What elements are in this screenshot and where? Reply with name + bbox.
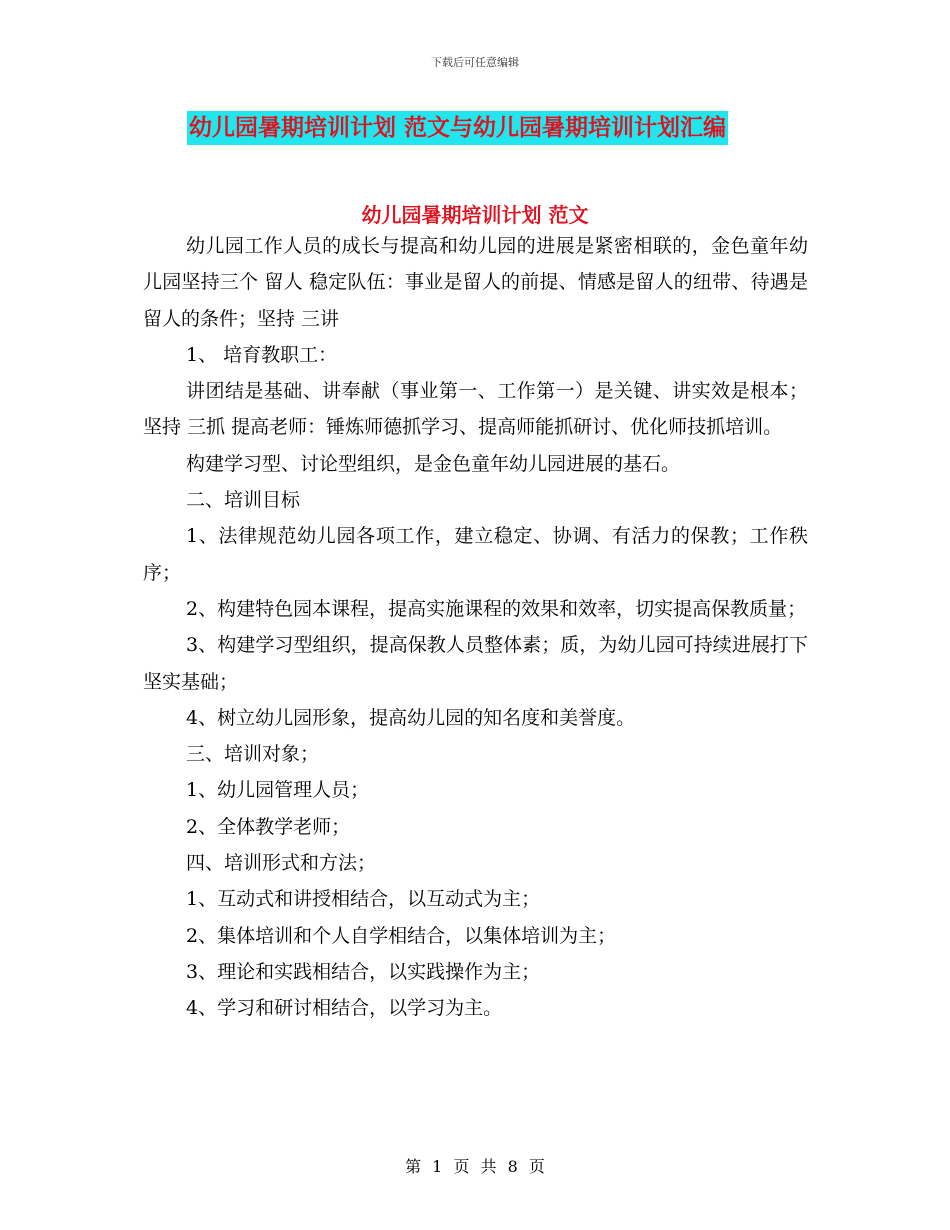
paragraph: 1、法律规范幼儿园各项工作，建立稳定、协调、有活力的保教；工作秩序； <box>143 525 808 584</box>
paragraph: 1、幼儿园管理人员； <box>186 779 370 802</box>
paragraph: 构建学习型、讨论型组织，是金色童年幼儿园进展的基石。 <box>186 452 681 475</box>
paragraph: 三、培训对象； <box>186 743 320 766</box>
document-body <box>143 228 808 1027</box>
paragraph: 3、理论和实践相结合，以实践操作为主； <box>186 960 541 983</box>
paragraph: 讲团结是基础、讲奉献（事业第一、工作第一）是关键、讲实效是根本；坚持 三抓 提高老师：锤炼师德抓学习、提高师能抓研讨、优化师技抓培训。 <box>143 380 808 439</box>
paragraph: 4、学习和研讨相结合，以学习为主。 <box>186 997 503 1020</box>
paragraph: 1、 培育教职工： <box>186 343 338 366</box>
paragraph: 1、互动式和讲授相结合，以互动式为主； <box>186 888 541 911</box>
paragraph: 四、培训形式和方法； <box>186 852 377 875</box>
header-note: 下载后可任意编辑 <box>431 56 519 69</box>
paragraph: 2、构建特色园本课程，提高实施课程的效果和效率，切实提高保教质量； <box>186 597 807 620</box>
page-number-footer: 第 1 页 共 8 页 <box>405 1157 545 1176</box>
main-title-highlight <box>187 111 728 145</box>
paragraph: 2、集体培训和个人自学相结合，以集体培训为主； <box>186 924 617 947</box>
main-title: 幼儿园暑期培训计划 范文与幼儿园暑期培训计划汇编 <box>189 114 727 141</box>
sub-title: 幼儿园暑期培训计划 范文 <box>361 203 589 227</box>
paragraph: 4、树立幼儿园形象，提高幼儿园的知名度和美誉度。 <box>186 706 636 729</box>
paragraph: 3、构建学习型组织，提高保教人员整体素；质，为幼儿园可持续进展打下坚实基础； <box>143 634 808 693</box>
paragraph: 幼儿园工作人员的成长与提高和幼儿园的进展是紧密相联的，金色童年幼儿园坚持三个 留人 稳定队伍：事业是留人的前提、情感是留人的纽带、待遇是留人的条件；坚持 三讲 <box>143 235 808 330</box>
paragraph: 二、培训目标 <box>186 489 301 512</box>
paragraph: 2、全体教学老师； <box>186 815 351 838</box>
